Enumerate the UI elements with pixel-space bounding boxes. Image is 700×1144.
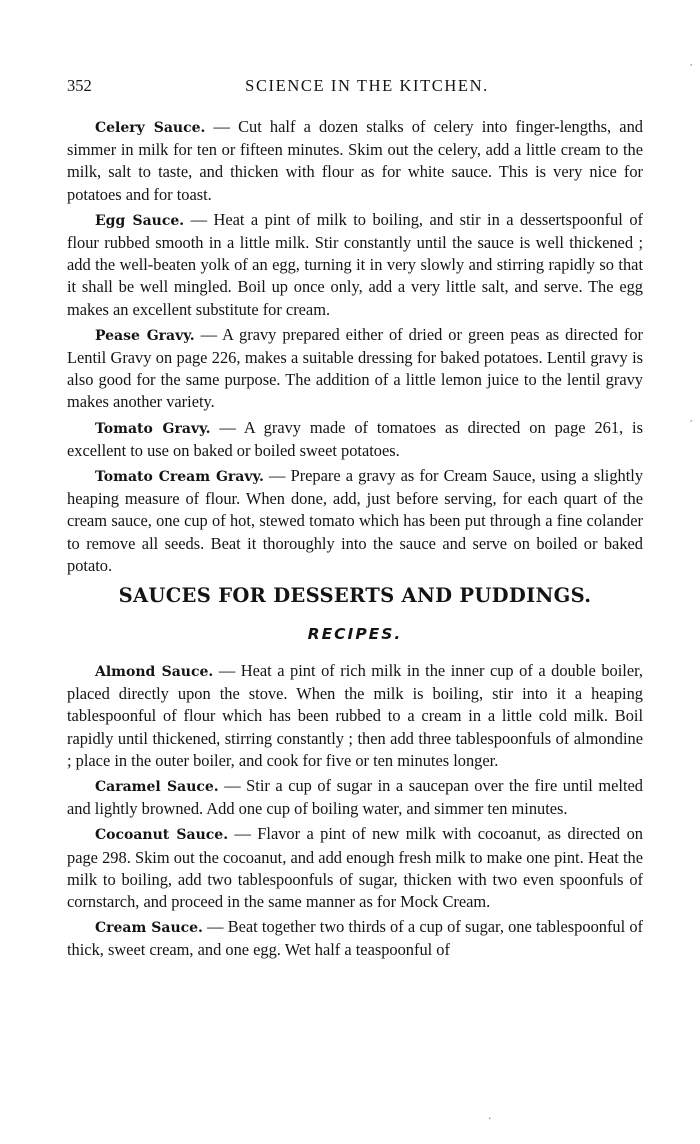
- margin-speck: ′: [690, 418, 693, 431]
- em-dash: —: [218, 661, 236, 680]
- recipe-text: Stir a cup of sugar in a saucepan over the fire until melted and lightly browned. Add one cup of boiling water, and simmer ten minutes.: [67, 776, 643, 819]
- recipe-text: Prepare a gravy as for Cream Sauce, using a slightly heaping measure of flour. When done, add, just before serving, for each quart of the cream sauce, one cup of hot, stewed tomato which has been put through a fine colander to remove all seeds. Beat it thoroughly into the sauce and serve on boiled or baked potato.: [67, 466, 644, 575]
- recipe-paragraph: [67, 823, 643, 913]
- em-dash: —: [207, 917, 224, 937]
- recipe-title: Celery Sauce.: [95, 120, 206, 136]
- recipe-title: Egg Sauce.: [95, 212, 185, 229]
- em-dash: —: [200, 324, 218, 344]
- recipe-text: Heat a pint of milk to boiling, and stir in a dessertspoonful of flour rubbed smooth in a little milk. Stir constantly until the sauce is well thickened ; add the well-beaten yolk of an egg, turning it in very slowly and stirring rapidly so that it shall be well mingled. Boil up once only, add a very little salt, and serve. The egg makes an excellent substitute for cream.: [67, 209, 643, 319]
- page-number: 352: [67, 76, 92, 95]
- recipes-subheading: RECIPES.: [307, 625, 403, 643]
- em-dash: —: [224, 776, 241, 796]
- page-header: [67, 76, 643, 100]
- recipe-text: Cut half a dozen stalks of celery into finger-lengths, and simmer in milk for ten or fifteen minutes. Skim out the celery, add a little cream to the milk, salt to taste, and thicken with flour as for white sauce. This is very nice for potatoes and for toast.: [67, 117, 643, 204]
- recipe-title: Tomato Cream Gravy.: [95, 469, 264, 486]
- recipe-title: Tomato Gravy.: [95, 420, 211, 437]
- section-heading: SAUCES FOR DESSERTS AND PUDDINGS.: [118, 584, 592, 607]
- em-dash: —: [190, 209, 208, 229]
- em-dash: —: [219, 417, 236, 437]
- recipe-paragraph: [67, 775, 643, 820]
- recipe-paragraph: [67, 209, 643, 321]
- recipe-title: Cocoanut Sauce.: [95, 827, 229, 844]
- em-dash: —: [213, 117, 230, 136]
- recipe-text: A gravy prepared either of dried or green peas as directed for Lentil Gravy on page 226, makes a suitable dressing for baked potatoes. Lentil gravy is also good for the same purpose. The addition of a little lemon juice to the lentil gravy makes another variety.: [67, 324, 643, 412]
- recipe-paragraph: [67, 916, 643, 961]
- recipe-text: Heat a pint of rich milk in the inner cup of a double boiler, placed directly upon the stove. When the milk is boiling, stir into it a heaping tablespoonful of flour which has been rubbed to a cream in a little cold milk. Boil rapidly until thickened, stirring constantly ; then add three tablespoonfuls of almondine ; place in the outer boiler, and cook for five or ten minutes longer.: [67, 661, 643, 770]
- recipe-text: Flavor a pint of new milk with cocoanut, as directed on page 298. Skim out the cocoanut, and add enough fresh milk to make one pint. Heat the milk to boiling, add two tablespoonfuls of sugar, thicken with two even spoonfuls of cornstarch, and proceed in the same manner as for Mock Cream.: [67, 824, 644, 912]
- recipe-title: Caramel Sauce.: [95, 779, 219, 796]
- running-head: SCIENCE IN THE KITCHEN.: [245, 76, 489, 95]
- gravy-recipes-block: [67, 116, 643, 580]
- margin-speck: ′: [690, 62, 693, 75]
- recipe-title: Pease Gravy.: [95, 327, 195, 344]
- em-dash: —: [234, 824, 251, 844]
- recipe-paragraph: [67, 660, 643, 772]
- margin-speck: ·: [488, 1112, 492, 1125]
- recipe-paragraph: [67, 116, 643, 206]
- recipe-text: A gravy made of tomatoes as directed on page 261, is excellent to use on baked or boiled sweet potatoes.: [67, 417, 643, 460]
- recipe-title: Cream Sauce.: [95, 920, 203, 937]
- recipe-title: Almond Sauce.: [95, 664, 214, 680]
- recipe-paragraph: [67, 465, 643, 577]
- recipe-text: Beat together two thirds of a cup of sugar, one tablespoonful of thick, sweet cream, and one egg. Wet half a teaspoonful of: [67, 917, 644, 960]
- em-dash: —: [269, 466, 286, 486]
- recipe-paragraph: [67, 324, 643, 414]
- recipe-paragraph: [67, 417, 643, 462]
- dessert-sauce-recipes-block: [67, 660, 643, 965]
